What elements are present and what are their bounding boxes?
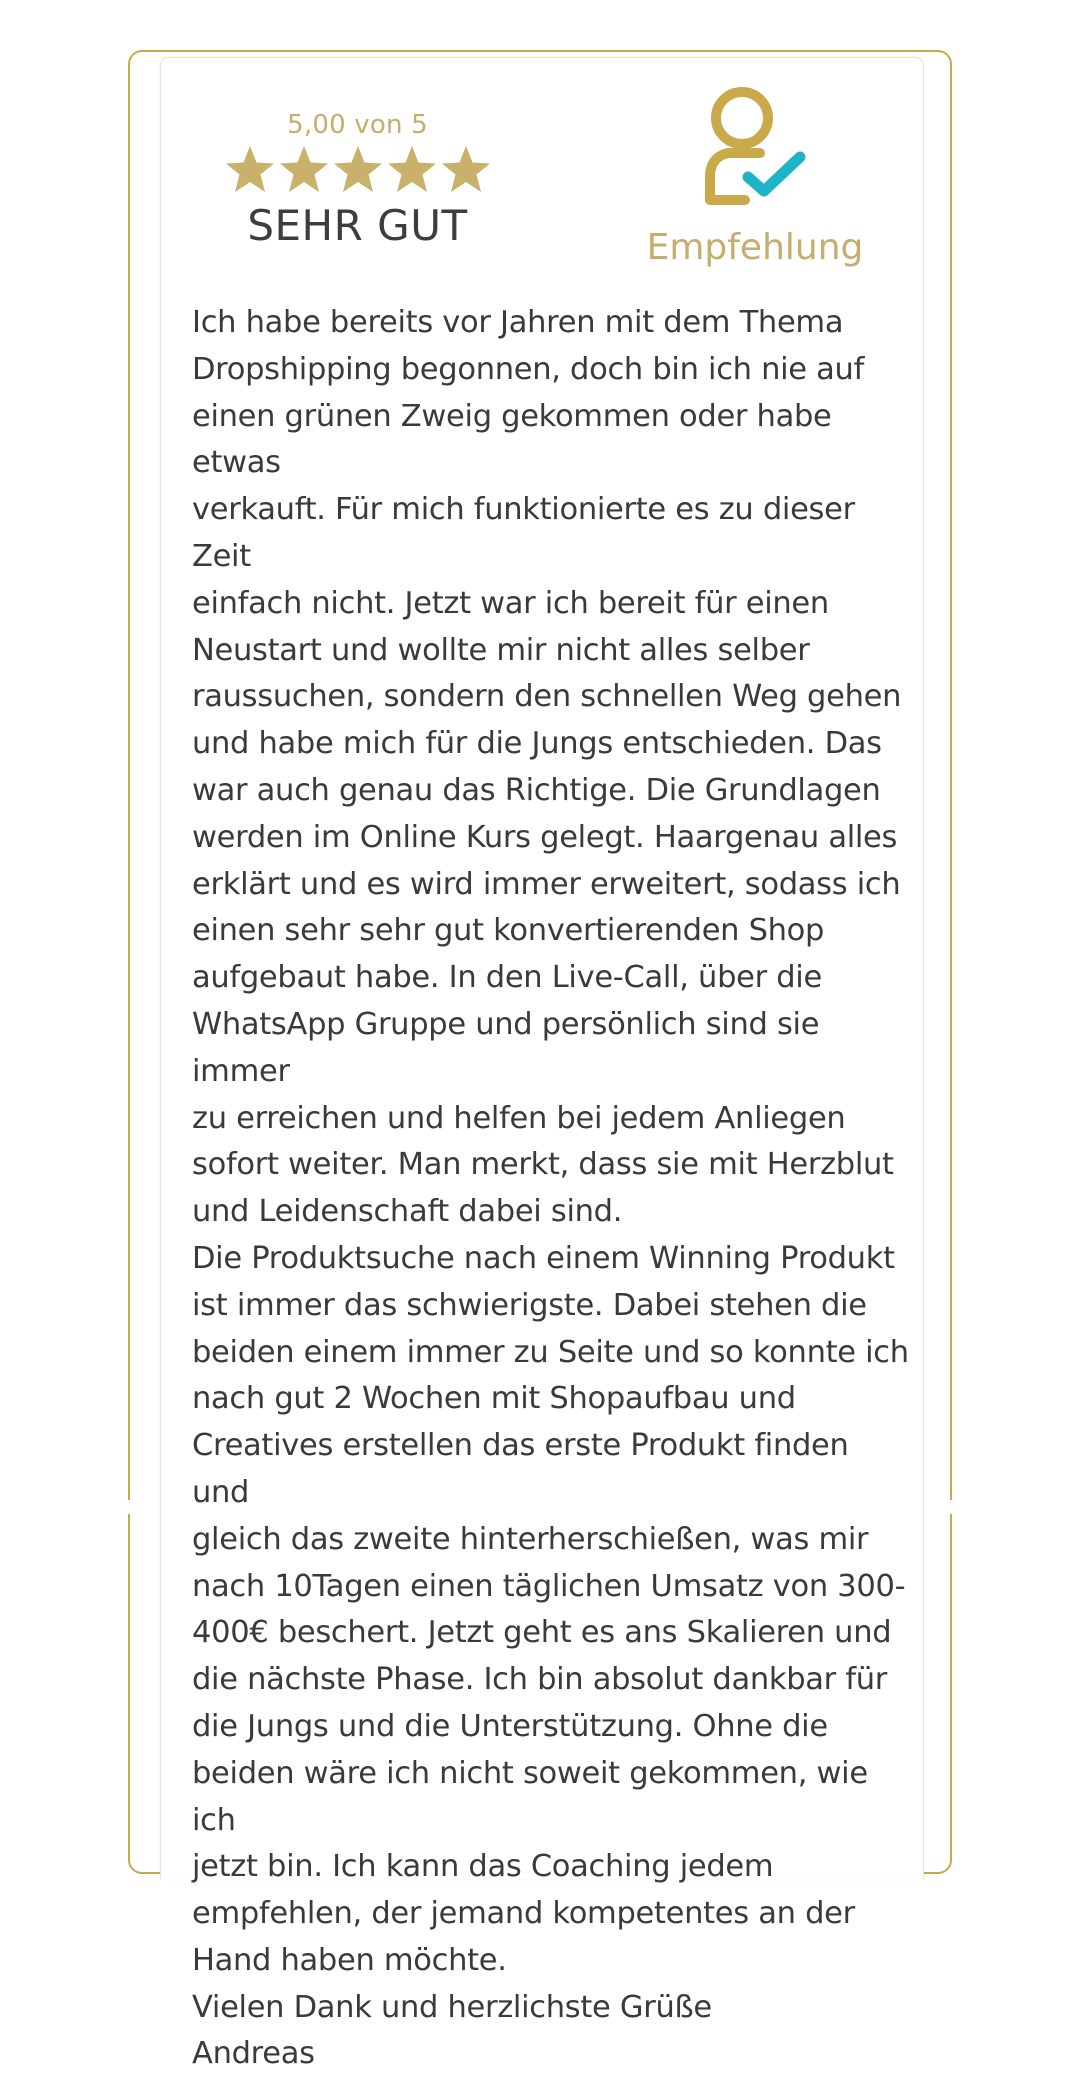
review-author: Andreas	[192, 2036, 315, 2072]
recommendation-badge	[640, 85, 870, 270]
user-check-icon	[640, 85, 870, 210]
star-rating	[220, 144, 495, 200]
recommendation-label: Empfehlung	[646, 227, 864, 268]
rating-label: SEHR GUT	[247, 201, 468, 250]
star-icon	[278, 144, 330, 200]
review-paragraph-2: Die Produktsuche nach einem Winning Produkt ist immer das schwierigste. Dabei stehen die beiden einem immer zu Seite und so konnte ich nach gut 2 Wochen mit Shopaufbau und Creatives erstellen das erste Produkt finden und gleich das zweite hinterherschießen, was mir nach 10Tagen einen täglichen Umsatz von 300- 400€ beschert. Jetzt geht es ans Skalieren und die nächste Phase. Ich bin absolut dankbar für die Jungs und die Unterstützung. Ohne die beiden wäre ich nicht soweit gekommen, wie ich jetzt bin. Ich kann das Coaching jedem empfehlen, der jemand kompetentes an der Hand haben möchte.	[192, 1240, 909, 1978]
review-paragraph-1: Ich habe bereits vor Jahren mit dem Thema Dropshipping begonnen, doch bin ich nie auf einen grünen Zweig gekommen oder habe etwas verkauft. Für mich funktionierte es zu dieser Zeit einfach nicht. Jetzt war ich bereit für einen Neustart und wollte mir nicht alles selber raussuchen, sondern den schnellen Weg gehen und habe mich für die Jungs entschieden. Das war auch genau das Richtige. Die Grundlagen werden im Online Kurs gelegt. Haargenau alles erklärt und es wird immer erweitert, sodass ich einen sehr sehr gut konvertierenden Shop aufgebaut habe. In den Live-Call, über die WhatsApp Gruppe und persönlich sind sie immer zu erreichen und helfen bei jedem Anliegen sofort weiter. Man merkt, dass sie mit Herzblut und Leidenschaft dabei sind.	[192, 305, 902, 1230]
star-icon	[440, 144, 492, 200]
review-body	[192, 300, 912, 2078]
star-icon	[332, 144, 384, 200]
review-closing: Vielen Dank und herzlichste Grüße	[192, 1989, 712, 2025]
star-icon	[224, 144, 276, 200]
rating-summary	[220, 108, 495, 252]
rating-score: 5,00 von 5	[287, 110, 428, 140]
star-icon	[386, 144, 438, 200]
